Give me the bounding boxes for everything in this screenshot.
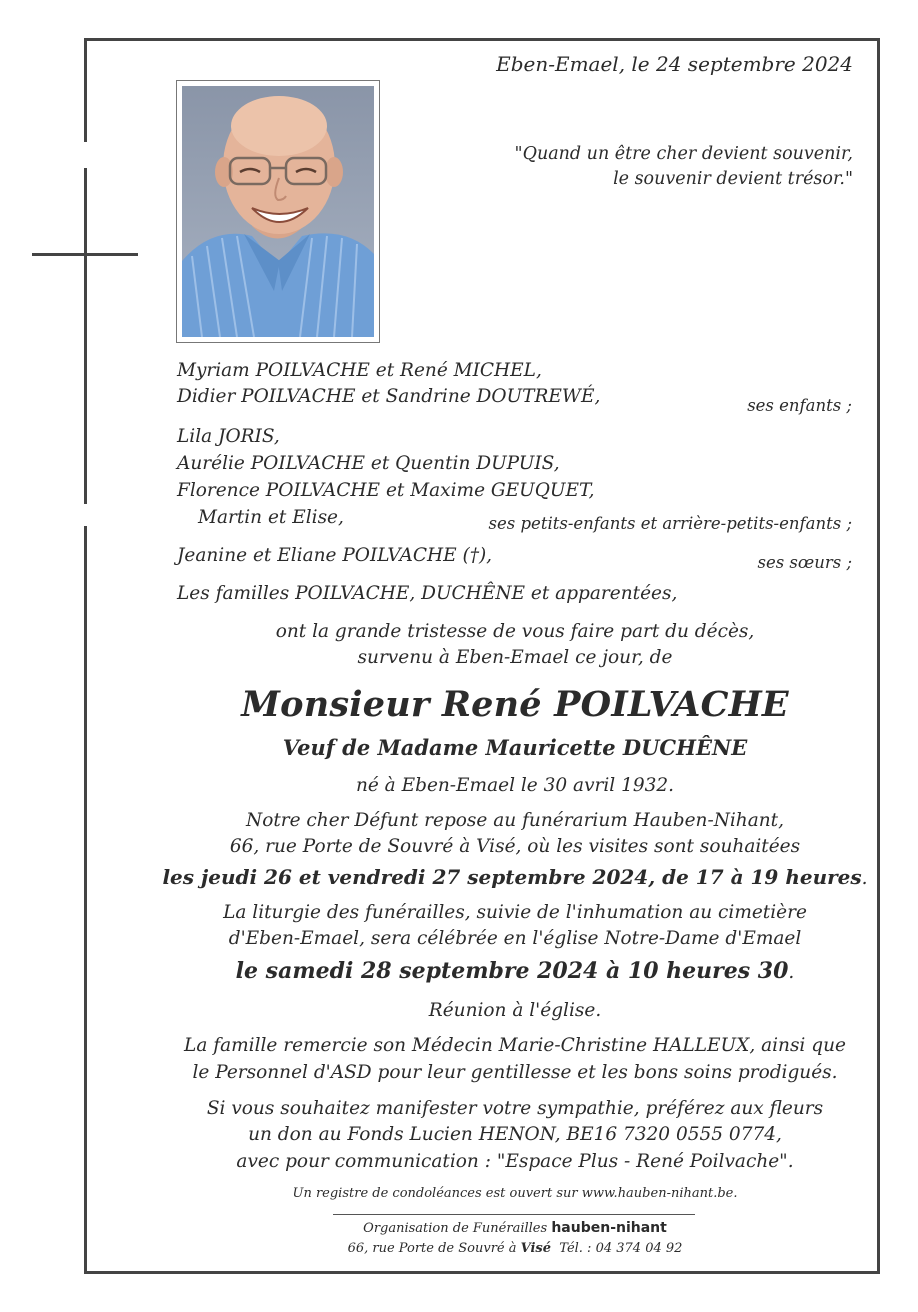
address-city: Visé [520,1241,552,1256]
grandchildren-line-1: Lila JORIS, [177,426,280,447]
children-role: ses enfants ; [747,396,852,415]
quote-line-1: "Quand un être cher devient souvenir, [514,144,853,164]
grandchildren-line-2: Aurélie POILVACHE et Quentin DUPUIS, [177,453,560,474]
funeral-line-2: d'Eben-Emael, sera célébrée en l'église Notre-Dame d'Emael [228,928,802,949]
phone-number: Tél. : 04 374 04 92 [559,1241,683,1256]
border-bottom [84,1271,880,1274]
condolence-register: Un registre de condoléances est ouvert sur www.hauben-nihant.be. [292,1186,738,1201]
deceased-name: Monsieur René POILVACHE [241,684,789,725]
quote [515,142,853,192]
funeral-date-bold: le samedi 28 septembre 2024 à 10 heures 30 [235,958,789,984]
portrait-frame [176,80,380,343]
cross-vertical-bar [84,168,87,504]
border-left-lower [84,526,87,1274]
org-label: Organisation de Funérailles [363,1221,548,1236]
visits-dates [110,864,918,892]
donation-line-3: avec pour communication : "Espace Plus - René Poilvache". [236,1151,794,1172]
birth-line: né à Eben-Emael le 30 avril 1932. [355,775,675,796]
donation-line-1: Si vous souhaitez manifester votre sympathie, préférez aux fleurs [206,1098,824,1119]
portrait-illustration [182,86,374,337]
footer-address [110,1241,918,1256]
donation-line-2: un don au Fonds Lucien HENON, BE16 7320 0555 0774, [248,1124,782,1145]
funeral-date-period: . [788,962,795,983]
announcement-line-2: survenu à Eben-Emael ce jour, de [357,647,673,668]
children-line-1: Myriam POILVACHE et René MICHEL, [177,360,542,381]
children-line-2: Didier POILVACHE et Sandrine DOUTREWÉ, [177,386,601,407]
portrait-photo [182,86,374,337]
address-street: 66, rue Porte de Souvré à [347,1241,517,1256]
thanks-line-2: le Personnel d'ASD pour leur gentillesse et les bons soins prodigués. [192,1062,838,1083]
funeral-date [110,958,918,986]
border-left-upper [84,38,87,142]
grandchildren-line-4: Martin et Elise, [198,507,344,528]
border-top [84,38,880,41]
visits-dates-bold: les jeudi 26 et vendredi 27 septembre 2024, de 17 à 19 heures [162,865,862,889]
visits-line-2: 66, rue Porte de Souvré à Visé, où les visites sont souhaitées [229,836,801,857]
brand-logo: hauben-nihant [551,1220,667,1236]
grandchildren-line-3: Florence POILVACHE et Maxime GEUQUET, [177,480,595,501]
announcement-line-1: ont la grande tristesse de vous faire part du décès, [275,621,755,642]
thanks-line-1: La famille remercie son Médecin Marie-Christine HALLEUX, ainsi que [184,1035,846,1056]
meeting-line: Réunion à l'église. [428,1000,602,1021]
funeral-line-1: La liturgie des funérailles, suivie de l'inhumation au cimetière [223,902,807,923]
sisters-role: ses sœurs ; [757,553,852,572]
funeral-organisation [110,1220,918,1236]
visits-dates-period: . [861,868,868,889]
date-line: Eben-Emael, le 24 septembre 2024 [496,52,853,76]
grandchildren-role: ses petits-enfants et arrière-petits-enfants ; [488,514,852,533]
widower-line: Veuf de Madame Mauricette DUCHÊNE [282,735,748,760]
quote-line-2: le souvenir devient trésor." [613,169,853,189]
sisters-line: Jeanine et Eliane POILVACHE (†), [177,545,493,566]
footer-divider [333,1214,695,1215]
families-line: Les familles POILVACHE, DUCHÊNE et apparentées, [177,583,678,604]
cross-horizontal-bar [32,253,138,256]
visits-line-1: Notre cher Défunt repose au funérarium Hauben-Nihant, [246,810,784,831]
